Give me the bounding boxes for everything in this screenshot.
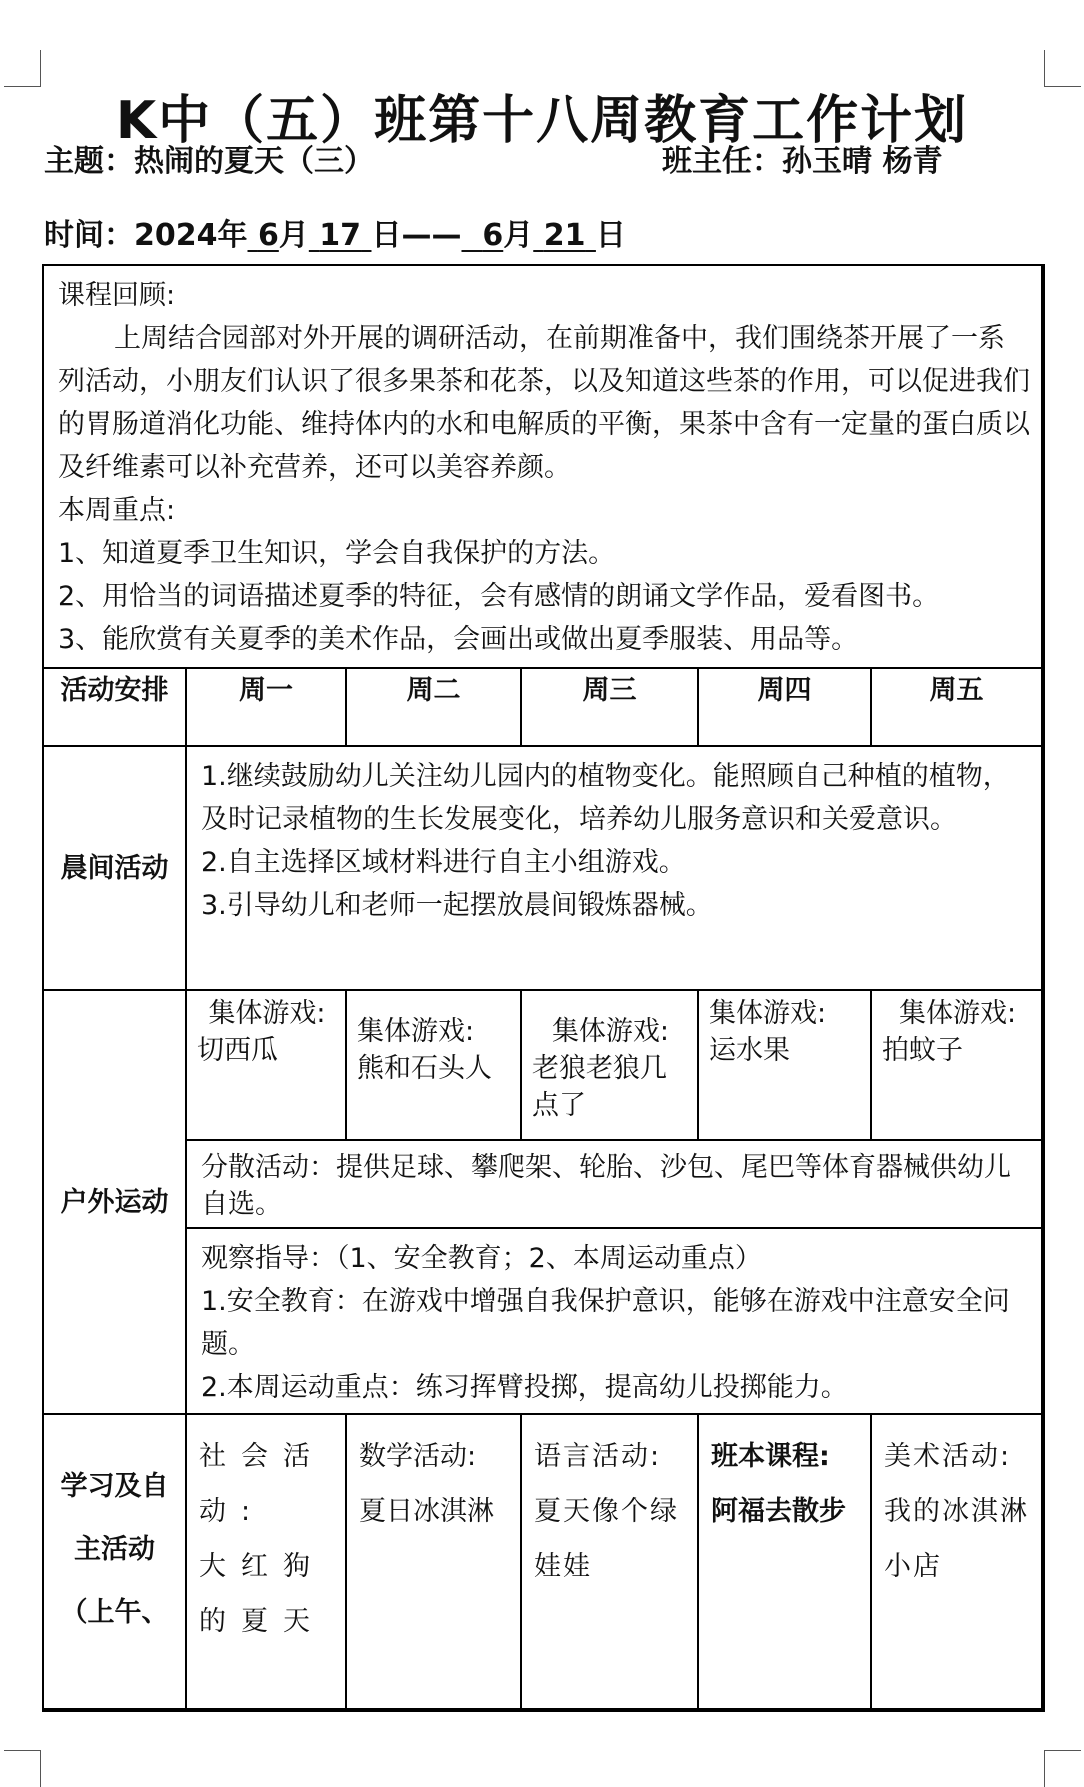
focus-item: 1、知道夏季卫生知识，学会自我保护的方法。	[58, 538, 616, 569]
study-label	[43, 1414, 186, 1710]
study-label-line: （上午、	[60, 1597, 169, 1628]
header-tuesday: 周二	[346, 668, 521, 746]
header-friday: 周五	[871, 668, 1043, 746]
morning-row	[43, 746, 1043, 990]
study-heading: 班本课程:	[711, 1441, 830, 1472]
study-heading: 语言活动:	[534, 1441, 662, 1472]
theme-label: 主题：	[44, 144, 134, 179]
review-cell	[43, 265, 1043, 668]
observe-guidance	[186, 1228, 1043, 1414]
end-day: 21	[543, 218, 586, 253]
time-line	[44, 216, 626, 256]
study-wednesday	[521, 1414, 698, 1710]
plan-table	[42, 264, 1045, 1712]
game-heading: 集体游戏:	[551, 1016, 670, 1047]
game-heading: 集体游戏:	[898, 998, 1017, 1029]
theme-line	[44, 142, 374, 182]
study-row	[43, 1414, 1043, 1710]
review-row	[43, 265, 1043, 668]
scattered-activity: 分散活动：提供足球、攀爬架、轮胎、沙包、尾巴等体育器械供幼儿自选。	[186, 1140, 1043, 1228]
end-month: 6	[482, 218, 504, 253]
morning-line: 3.引导幼儿和老师一起摆放晨间锻炼器械。	[201, 890, 713, 921]
header-monday: 周一	[186, 668, 346, 746]
game-wednesday	[521, 990, 698, 1140]
game-heading: 集体游戏:	[357, 1016, 475, 1047]
start-day: 17	[319, 218, 362, 253]
study-heading: 美术活动:	[884, 1441, 1012, 1472]
game-name: 拍蚊子	[882, 1035, 963, 1066]
outdoor-observe-row	[43, 1228, 1043, 1414]
crop-mark-bottom-right	[1044, 1750, 1081, 1787]
game-heading: 集体游戏:	[709, 998, 827, 1029]
study-name: 我的冰淇淋小店	[884, 1496, 1029, 1582]
game-name: 运水果	[709, 1035, 790, 1066]
game-tuesday	[346, 990, 521, 1140]
header-row	[43, 668, 1043, 746]
month-char-2: 月	[503, 218, 534, 253]
time-year: 2024年	[134, 218, 248, 253]
page-title: K中（五）班第十八周教育工作计划	[115, 91, 969, 151]
observe-line: 1.安全教育：在游戏中增强自我保护意识，能够在游戏中注意安全问题。	[201, 1286, 1010, 1360]
game-heading: 集体游戏:	[208, 998, 326, 1029]
morning-line: 2.自主选择区域材料进行自主小组游戏。	[201, 847, 686, 878]
study-name: 大红狗的夏天	[199, 1551, 325, 1637]
study-friday	[871, 1414, 1043, 1710]
study-label-line: 主活动	[74, 1534, 155, 1565]
date-dash: ——	[401, 218, 462, 253]
outdoor-scattered-row	[43, 1140, 1043, 1228]
observe-line: 观察指导：（1、安全教育；2、本周运动重点）	[201, 1243, 762, 1274]
study-monday	[186, 1414, 346, 1710]
focus-heading: 本周重点:	[58, 495, 176, 526]
header-activity: 活动安排	[43, 668, 186, 746]
header-wednesday: 周三	[521, 668, 698, 746]
crop-mark-bottom-left	[4, 1750, 41, 1787]
header-thursday: 周四	[698, 668, 871, 746]
morning-line: 1.继续鼓励幼儿关注幼儿园内的植物变化。能照顾自己种植的植物，及时记录植物的生长发展变化，培养幼儿服务意识和关爱意识。	[201, 761, 1010, 835]
focus-item: 3、能欣赏有关夏季的美术作品，会画出或做出夏季服装、用品等。	[58, 624, 859, 655]
game-monday	[186, 990, 346, 1140]
teacher-label: 班主任：	[662, 144, 782, 179]
theme-value: 热闹的夏天（三）	[134, 144, 374, 179]
study-name: 夏日冰淇淋	[359, 1496, 494, 1527]
study-thursday	[698, 1414, 871, 1710]
study-heading: 社会活动:	[199, 1441, 325, 1527]
study-name: 阿福去散步	[711, 1496, 846, 1527]
review-text: 上周结合园部对外开展的调研活动，在前期准备中，我们围绕茶开展了一系列活动，小朋友们认识了很多果茶和花茶，以及知道这些茶的作用，可以促进我们的胃肠道消化功能、维持体内的水和电解质的平衡，果茶中含有一定量的蛋白质以及纤维素可以补充营养，还可以美容养颜。	[58, 323, 1030, 483]
morning-label: 晨间活动	[43, 746, 186, 990]
day-char-2: 日	[595, 218, 626, 253]
game-name: 熊和石头人	[357, 1053, 492, 1084]
study-tuesday	[346, 1414, 521, 1710]
start-month: 6	[257, 218, 279, 253]
teacher-names: 孙玉晴 杨青	[782, 144, 943, 179]
game-name: 老狼老狼几点了	[532, 1053, 667, 1121]
outdoor-games-row	[43, 990, 1043, 1140]
game-thursday	[698, 990, 871, 1140]
review-heading: 课程回顾:	[58, 280, 176, 311]
study-heading: 数学活动:	[359, 1441, 477, 1472]
game-friday	[871, 990, 1043, 1140]
time-label: 时间：	[44, 218, 134, 253]
crop-mark-top-right	[1044, 50, 1081, 87]
teacher-line	[662, 142, 942, 182]
focus-item: 2、用恰当的词语描述夏季的特征，会有感情的朗诵文学作品，爱看图书。	[58, 581, 940, 612]
month-char: 月	[278, 218, 309, 253]
outdoor-label: 户外运动	[43, 990, 186, 1414]
day-char: 日	[371, 218, 402, 253]
observe-line: 2.本周运动重点：练习挥臂投掷，提高幼儿投掷能力。	[201, 1372, 848, 1403]
game-name: 切西瓜	[197, 1035, 278, 1066]
crop-mark-top-left	[4, 50, 41, 87]
study-label-line: 学习及自	[60, 1471, 169, 1502]
morning-content	[186, 746, 1043, 990]
study-name: 夏天像个绿娃娃	[534, 1496, 679, 1582]
